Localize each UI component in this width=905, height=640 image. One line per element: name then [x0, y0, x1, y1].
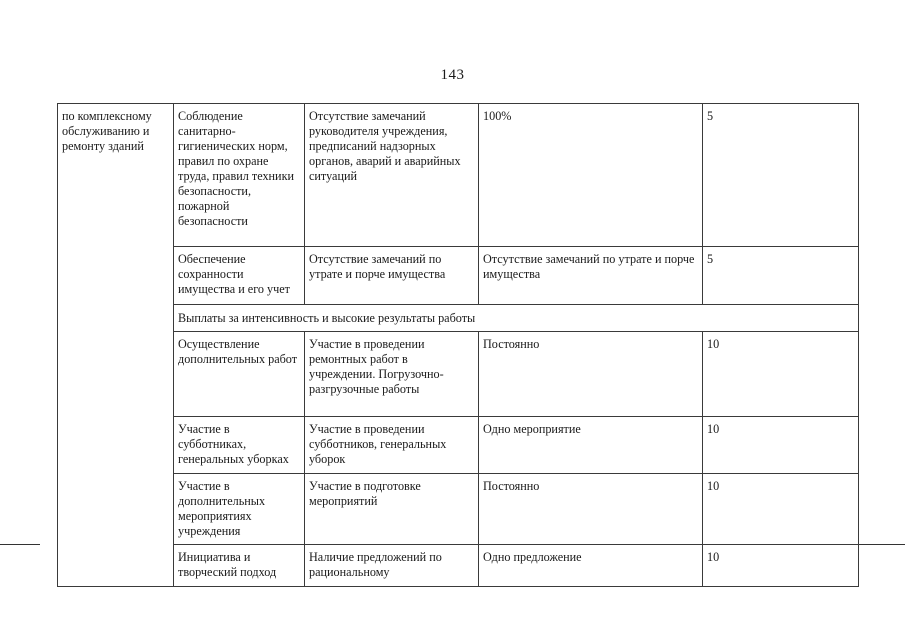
criterion-cell: Обеспечение сохранности имущества и его учет [174, 247, 305, 305]
page-number: 143 [440, 67, 465, 83]
criteria-table [57, 103, 859, 587]
criterion-cell: Участие в субботниках, генеральных уборках [174, 417, 305, 474]
condition-cell: Отсутствие замечаний руководителя учреждения, предписаний надзорных органов, аварий и аварийных ситуаций [305, 104, 479, 247]
table-row [58, 332, 859, 417]
period-cell: Одно предложение [479, 545, 703, 587]
period-cell: Постоянно [479, 474, 703, 545]
points-cell: 5 [703, 247, 859, 305]
period-cell: 100% [479, 104, 703, 247]
condition-cell: Наличие предложений по рациональному [305, 545, 479, 587]
points-cell: 5 [703, 104, 859, 247]
points-cell: 10 [703, 474, 859, 545]
table-row [58, 104, 859, 247]
condition-cell: Участие в подготовке мероприятий [305, 474, 479, 545]
scan-artifact-line [0, 544, 40, 545]
points-cell: 10 [703, 332, 859, 417]
criterion-cell: Соблюдение санитарно-гигиенических норм, правил по охране труда, правил техники безопасности, пожарной безопасности [174, 104, 305, 247]
criterion-cell: Участие в дополнительных мероприятиях учреждения [174, 474, 305, 545]
section-row [58, 305, 859, 332]
points-cell: 10 [703, 417, 859, 474]
position-cell: по комплексному обслуживанию и ремонту зданий [58, 104, 174, 587]
table-row [58, 247, 859, 305]
condition-cell: Участие в проведении субботников, генеральных уборок [305, 417, 479, 474]
period-cell: Постоянно [479, 332, 703, 417]
criterion-cell: Инициатива и творческий подход [174, 545, 305, 587]
table-row [58, 474, 859, 545]
section-title: Выплаты за интенсивность и высокие результаты работы [174, 305, 859, 332]
condition-cell: Отсутствие замечаний по утрате и порче имущества [305, 247, 479, 305]
condition-cell: Участие в проведении ремонтных работ в учреждении. Погрузочно-разгрузочные работы [305, 332, 479, 417]
period-cell: Одно мероприятие [479, 417, 703, 474]
scan-artifact-line [858, 544, 905, 545]
period-cell: Отсутствие замечаний по утрате и порче имущества [479, 247, 703, 305]
table-row [58, 545, 859, 587]
criterion-cell: Осуществление дополнительных работ [174, 332, 305, 417]
points-cell: 10 [703, 545, 859, 587]
table-row [58, 417, 859, 474]
